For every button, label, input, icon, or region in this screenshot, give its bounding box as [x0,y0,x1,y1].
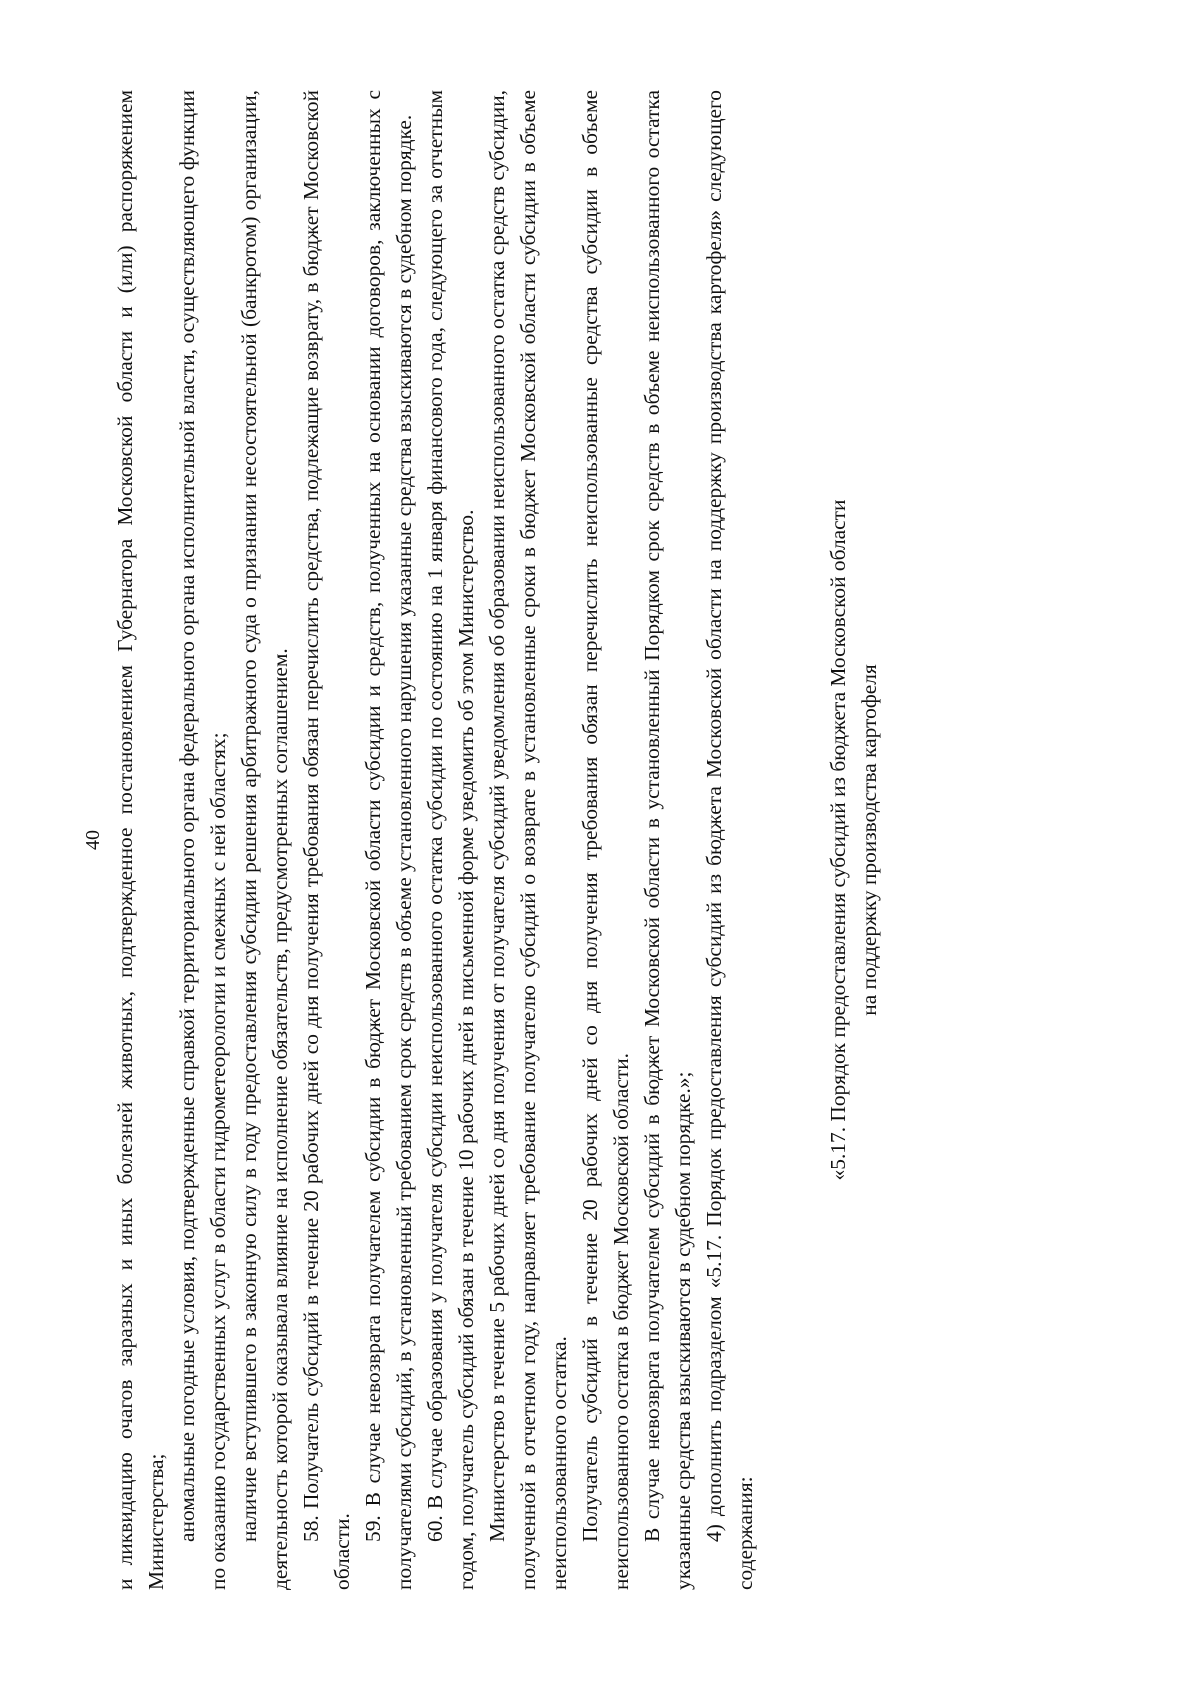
paragraph: аномальные погодные условия, подтвержденные справкой территориального органа федерального органа исполнительной власти, осуществляющего функции по оказанию государственных услуг в области гидрометеорологии и смежных с ней областях; [175,90,230,1590]
paragraph: 59. В случае невозврата получателем субсидии в бюджет Московской области субсидии и средств, полученных на основании договоров, заключенных с получателями субсидий, в установленный требованием срок средств в объеме установленного нарушения указанные средства взыскиваются в судебном порядке. [361,90,416,1590]
paragraph: 4) дополнить подразделом «5.17. Порядок предоставления субсидий из бюджета Московской области на поддержку производства картофеля» следующего содержания: [702,90,757,1590]
paragraph: Получатель субсидий в течение 20 рабочих дней со дня получения требования обязан перечислить неиспользованные средства субсидии в объеме неиспользованного остатка в бюджет Московской области. [578,90,633,1590]
paragraph: 60. В случае образования у получателя субсидии неиспользованного остатка субсидии по состоянию на 1 января финансового года, следующего за отчетным годом, получатель субсидий обязан в течение 10 рабочих дней в письменной форме уведомить об этом Министерство. [423,90,478,1590]
paragraph: наличие вступившего в законную силу в году предоставления субсидии решения арбитражного суда о признании несостоятельной (банкротом) организации, деятельность которой оказывала влияние на исполнение обязательств, предусмотренных соглашением. [237,90,292,1590]
paragraph: В случае невозврата получателем субсидий в бюджет Московской области в установленный Порядком срок средств в объеме неиспользованного остатка указанные средства взыскиваются в судебном порядке.»; [640,90,695,1590]
section-title-line: «5.17. Порядок предоставления субсидий из бюджета Московской области [826,499,850,1181]
paragraph: 58. Получатель субсидий в течение 20 рабочих дней со дня получения требования обязан перечислить средства, подлежащие возврату, в бюджет Московской области. [299,90,354,1590]
paragraph: и ликвидацию очагов заразных и иных болезней животных, подтвержденное постановлением Губернатора Московской области и (или) распоряжением Министерства; [113,90,168,1590]
document-body [110,90,761,1590]
section-title-line: на поддержку производства картофеля [857,664,881,1016]
page-number: 40 [82,830,104,850]
section-title [823,90,885,1590]
rotated-landscape-content [82,90,1070,1590]
paragraph: Министерство в течение 5 рабочих дней со дня получения от получателя субсидий уведомления об образовании неиспользованного остатка средств субсидии, полученной в отчетном году, направляет требование получателю субсидий о возврате в установленные сроки в бюджет Московской области субсидии в объеме неиспользованного остатка. [485,90,571,1590]
